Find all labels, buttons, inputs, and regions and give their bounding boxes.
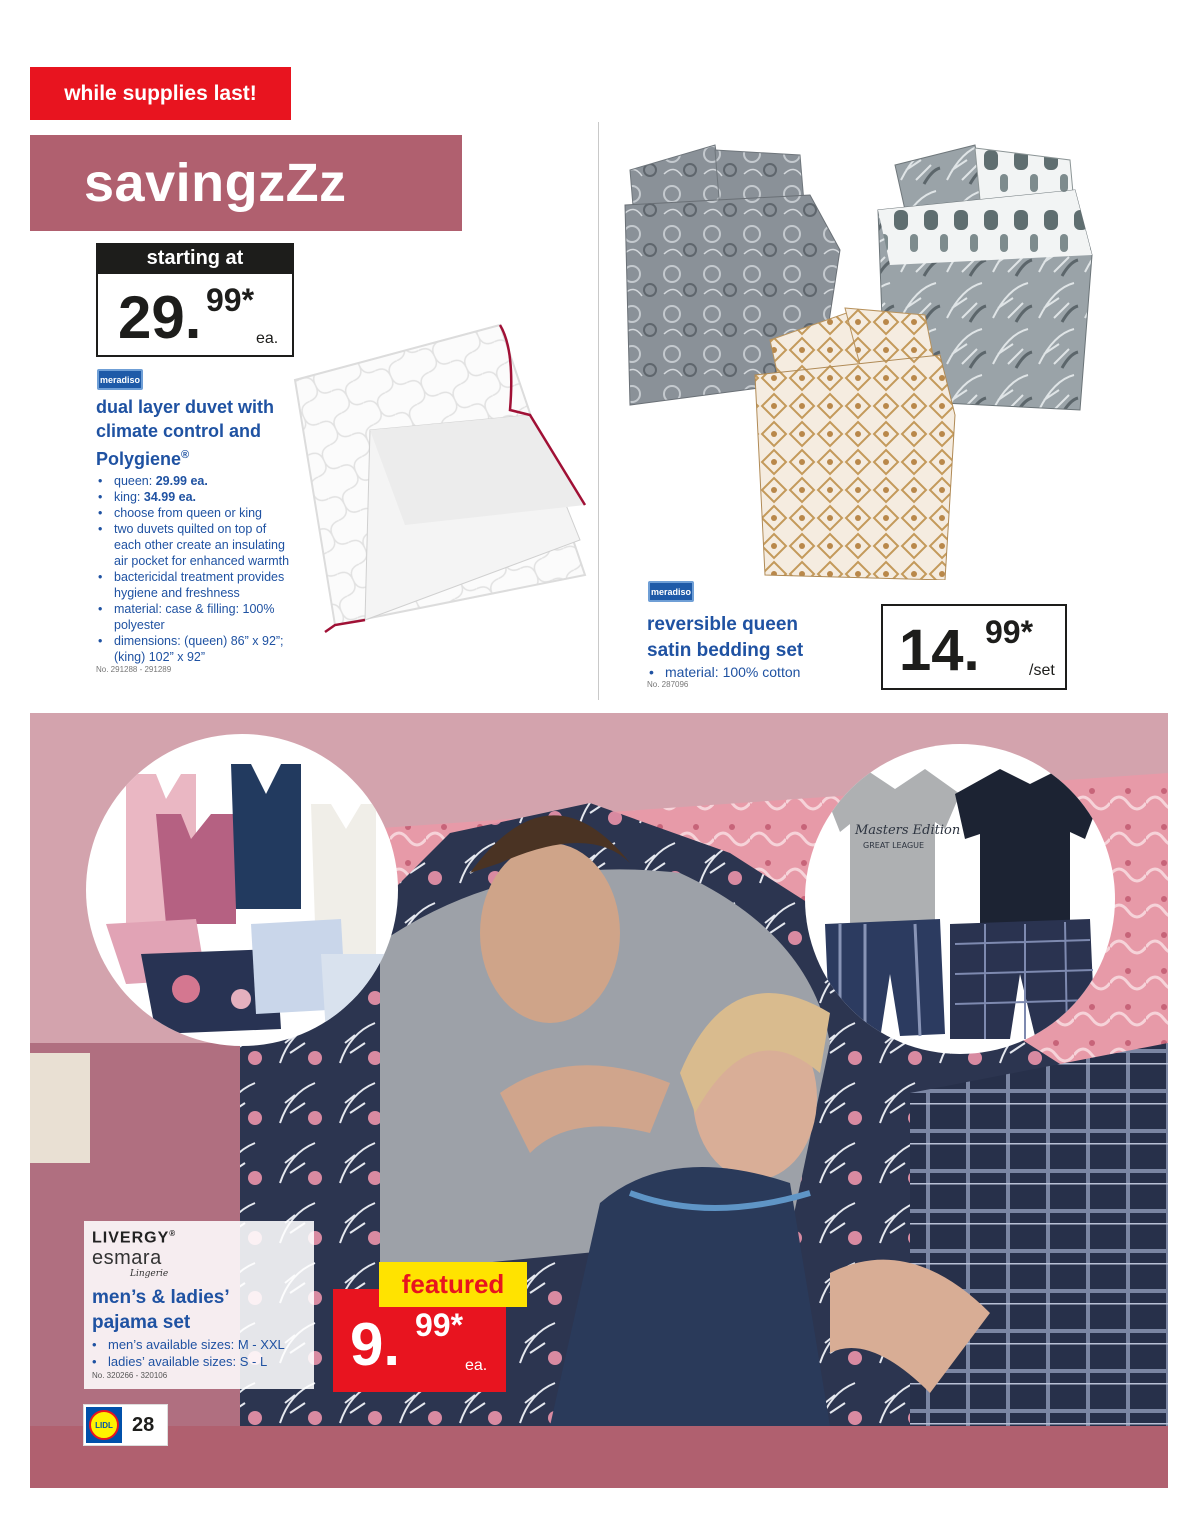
footer-bar: [30, 1426, 1168, 1488]
price-unit: /set: [1029, 662, 1055, 679]
banner-text: while supplies last!: [64, 81, 257, 105]
price-prefix: starting at: [96, 243, 294, 273]
ladies-pajamas-inset: [86, 734, 398, 1046]
price-cents: 99*: [985, 614, 1034, 650]
mens-pajamas-image: [805, 744, 1115, 1054]
duvet-price-box: [96, 243, 294, 357]
price-unit: ea.: [256, 330, 279, 347]
list-item: • men’s available sizes: M - XXL: [90, 1336, 314, 1353]
list-item: • choose from queen or king: [96, 505, 296, 521]
price-dollars: 29.: [118, 284, 202, 351]
pajama-title: men’s & ladies’ pajama set: [92, 1287, 230, 1333]
price-dollars: 14.: [899, 618, 980, 683]
duvet-image: [285, 320, 595, 640]
item-number: No. 287096: [647, 680, 689, 689]
item-number: No. 291288 - 291289: [96, 665, 172, 674]
item-number: No. 320266 - 320106: [92, 1371, 168, 1380]
lidl-logo: LIDL: [86, 1407, 122, 1443]
list-item: • queen: 29.99 ea.: [96, 473, 296, 489]
bedding-title: reversible queen satin bedding set: [647, 614, 804, 661]
price-dollars: 9.: [350, 1311, 401, 1378]
pajama-info-card: [84, 1221, 314, 1389]
list-item: • material: 100% cotton: [647, 664, 877, 680]
svg-text:Masters Edition: Masters Edition: [855, 823, 961, 838]
esmara-logo: esmara: [92, 1247, 162, 1269]
lingerie-logo: Lingerie: [130, 1269, 169, 1279]
while-supplies-last-banner: [30, 67, 291, 120]
headline-text: savingzZz: [84, 153, 347, 213]
bedding-set-image: [620, 140, 1120, 580]
bedding-info: [647, 612, 877, 689]
list-item: • dimensions: (queen) 86” x 92”; (king) 102” x 92”: [96, 633, 296, 665]
column-divider: [598, 122, 599, 700]
list-item: • king: 34.99 ea.: [96, 489, 296, 505]
savings-headline: [30, 135, 462, 231]
svg-text:GREAT LEAGUE: GREAT LEAGUE: [863, 841, 925, 850]
bedding-features: [647, 664, 877, 680]
duvet-info: [96, 395, 296, 674]
duvet-title: dual layer duvet with climate control and Polygiene®: [96, 397, 275, 469]
price-cents: 99*: [415, 1307, 464, 1343]
page-number: 28: [132, 1414, 155, 1436]
ladies-pajamas-image: [86, 734, 398, 1046]
list-item: • ladies’ available sizes: S - L: [90, 1353, 314, 1370]
meradiso-logo: meradiso: [648, 581, 694, 602]
bedding-price-box: [881, 604, 1067, 690]
page-footer-badge: [83, 1404, 168, 1446]
pajama-features: [90, 1336, 314, 1370]
list-item: • bactericidal treatment provides hygiene and freshness: [96, 569, 296, 601]
featured-label: featured: [379, 1262, 527, 1307]
duvet-features: [96, 473, 296, 665]
list-item: • material: case & filling: 100% polyester: [96, 601, 296, 633]
list-item: • two duvets quilted on top of each other create an insulating air pocket for enhanced warmth: [96, 521, 296, 569]
livergy-logo: LIVERGY®: [92, 1229, 177, 1247]
price-cents: 99*: [206, 282, 255, 318]
meradiso-logo: meradiso: [97, 369, 143, 390]
mens-pajamas-inset: [805, 744, 1115, 1054]
price-unit: ea.: [465, 1357, 488, 1374]
